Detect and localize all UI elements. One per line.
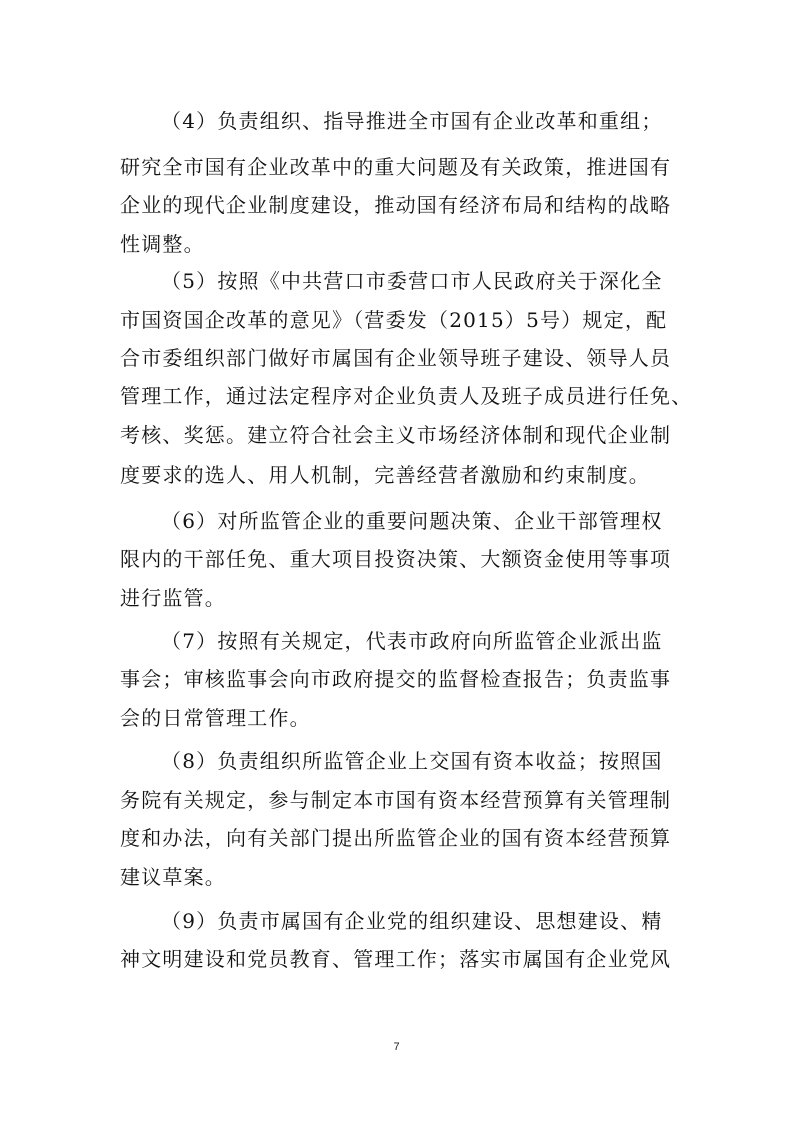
paragraph-line: 企业的现代企业制度建设，推动国有经济布局和结构的战略	[120, 193, 672, 217]
paragraph-line: 管理工作，通过法定程序对企业负责人及班子成员进行任免、	[120, 384, 693, 408]
paragraph-line: 建议草案。	[120, 865, 226, 889]
paragraph-line: （7）按照有关规定，代表市政府向所监管企业派出监	[161, 629, 663, 653]
paragraph-line: 会的日常管理工作。	[120, 706, 311, 730]
paragraph-line: 性调整。	[120, 232, 205, 256]
paragraph-line: 考核、奖惩。建立符合社会主义市场经济体制和现代企业制	[120, 423, 672, 447]
paragraph-line: （8）负责组织所监管企业上交国有资本收益；按照国	[161, 749, 663, 773]
paragraph-line: 度要求的选人、用人机制，完善经营者激励和约束制度。	[120, 463, 650, 487]
paragraph-line: 合市委组织部门做好市属国有企业领导班子建设、领导人员	[120, 346, 672, 370]
paragraph-line: 进行监管。	[120, 586, 226, 610]
paragraph-line: 度和办法，向有关部门提出所监管企业的国有资本经营预算	[120, 826, 672, 850]
paragraph-line: （6）对所监管企业的重要问题决策、企业干部管理权	[161, 509, 663, 533]
paragraph-line: 务院有关规定，参与制定本市国有资本经营预算有关管理制	[120, 788, 672, 812]
paragraph-line: 研究全市国有企业改革中的重大问题及有关政策，推进国有	[120, 155, 672, 179]
paragraph-line: 市国资国企改革的意见》（营委发（2015）5号）规定，配	[120, 308, 668, 332]
paragraph-line: 神文明建设和党员教育、管理工作；落实市属国有企业党风	[120, 947, 672, 971]
paragraph-line: （9）负责市属国有企业党的组织建设、思想建设、精	[161, 909, 663, 933]
paragraph-line: （4）负责组织、指导推进全市国有企业改革和重组；	[161, 109, 663, 133]
page-number: 7	[393, 1041, 400, 1053]
paragraph-line: （5）按照《中共营口市委营口市人民政府关于深化全	[161, 269, 663, 293]
paragraph-line: 事会；审核监事会向市政府提交的监督检查报告；负责监事	[120, 667, 672, 691]
paragraph-line: 限内的干部任免、重大项目投资决策、大额资金使用等事项	[120, 547, 672, 571]
